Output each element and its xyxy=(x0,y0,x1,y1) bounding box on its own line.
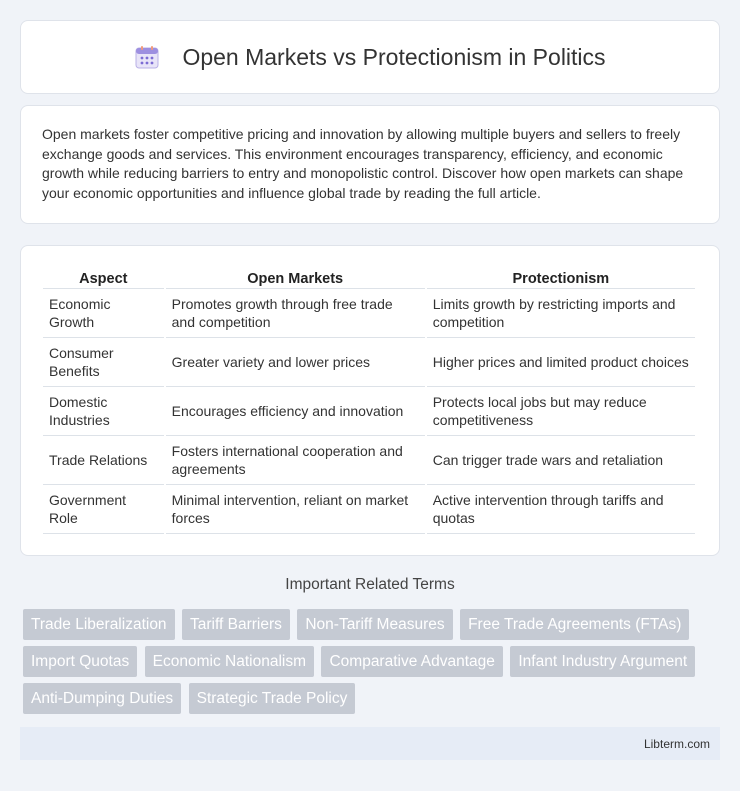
table-cell: Minimal intervention, reliant on market forces xyxy=(166,485,425,534)
table-row xyxy=(43,436,695,485)
table-cell: Domestic Industries xyxy=(43,387,164,436)
table-cell: Trade Relations xyxy=(43,436,164,485)
column-header: Aspect xyxy=(43,266,164,289)
comparison-table xyxy=(41,266,697,534)
related-term-tag[interactable]: Non-Tariff Measures xyxy=(297,609,452,640)
table-cell: Greater variety and lower prices xyxy=(166,338,425,387)
related-term-tag[interactable]: Free Trade Agreements (FTAs) xyxy=(460,609,689,640)
intro-card xyxy=(20,105,720,224)
intro-text: Open markets foster competitive pricing and innovation by allowing multiple buyers and sellers to freely exchange goods and services. This environment encourages transparency, efficiency, and economic growth while reducing barriers to entry and monopolistic control. Discover how open markets can shape your economic opportunities and influence global trade by reading the full article. xyxy=(42,126,684,201)
header-card xyxy=(20,20,720,94)
table-cell: Active intervention through tariffs and quotas xyxy=(427,485,695,534)
related-term-tag[interactable]: Tariff Barriers xyxy=(182,609,290,640)
column-header: Protectionism xyxy=(427,266,695,289)
related-term-tag[interactable]: Strategic Trade Policy xyxy=(189,683,356,714)
table-row xyxy=(43,485,695,534)
table-row xyxy=(43,338,695,387)
related-term-tag[interactable]: Trade Liberalization xyxy=(23,609,175,640)
calendar-grid-icon xyxy=(134,44,160,70)
related-term-tag[interactable]: Comparative Advantage xyxy=(321,646,502,677)
related-term-tag[interactable]: Infant Industry Argument xyxy=(510,646,695,677)
column-header: Open Markets xyxy=(166,266,425,289)
table-row xyxy=(43,387,695,436)
table-cell: Protects local jobs but may reduce competitiveness xyxy=(427,387,695,436)
table-cell: Economic Growth xyxy=(43,289,164,338)
table-header-row xyxy=(43,266,695,289)
table-cell: Government Role xyxy=(43,485,164,534)
footer xyxy=(20,727,720,760)
related-terms-title: Important Related Terms xyxy=(285,576,455,593)
table-cell: Limits growth by restricting imports and competition xyxy=(427,289,695,338)
comparison-card xyxy=(20,245,720,556)
related-term-tag[interactable]: Anti-Dumping Duties xyxy=(23,683,181,714)
table-cell: Encourages efficiency and innovation xyxy=(166,387,425,436)
table-row xyxy=(43,289,695,338)
page-title: Open Markets vs Protectionism in Politics xyxy=(182,43,606,70)
table-cell: Fosters international cooperation and agreements xyxy=(166,436,425,485)
related-terms-list xyxy=(23,609,723,720)
table-cell: Higher prices and limited product choices xyxy=(427,338,695,387)
related-term-tag[interactable]: Economic Nationalism xyxy=(145,646,314,677)
footer-site-link[interactable]: Libterm.com xyxy=(643,737,710,751)
table-cell: Consumer Benefits xyxy=(43,338,164,387)
table-cell: Promotes growth through free trade and competition xyxy=(166,289,425,338)
table-cell: Can trigger trade wars and retaliation xyxy=(427,436,695,485)
related-term-tag[interactable]: Import Quotas xyxy=(23,646,137,677)
